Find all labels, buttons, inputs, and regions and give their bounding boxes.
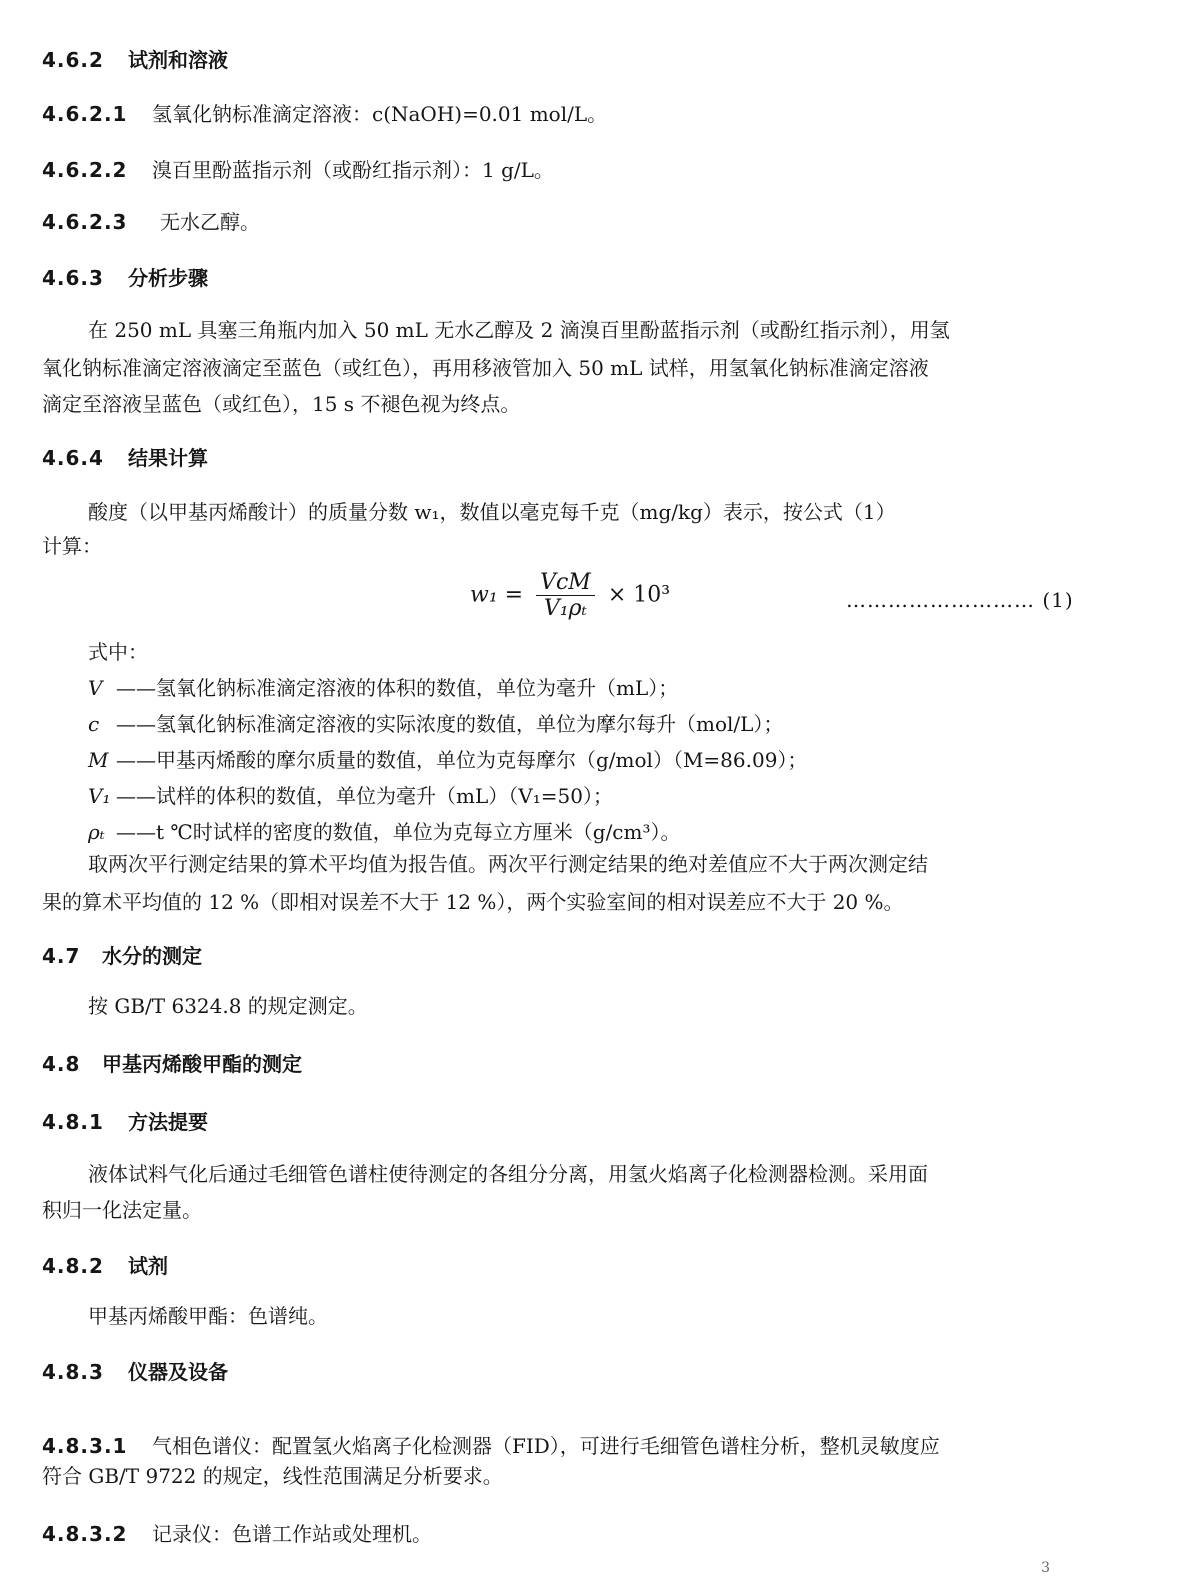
heading-4-6-2: 4.6.2 试剂和溶液	[42, 48, 228, 72]
formula-denominator: V₁ρₜ	[543, 596, 587, 621]
paragraph-4-8-2: 甲基丙烯酸甲酯：色谱纯。	[88, 1304, 328, 1328]
variable-c: c ——氢氧化钠标准滴定溶液的实际浓度的数值，单位为摩尔每升（mol/L）；	[88, 712, 784, 736]
where-label: 式中：	[88, 640, 148, 664]
formula-lhs: w₁ =	[470, 582, 524, 608]
paragraph-4-6-4-line-2: 计算：	[42, 534, 102, 558]
heading-4-6-3: 4.6.3 分析步骤	[42, 266, 208, 290]
item-4-6-2-2: 4.6.2.2 溴百里酚蓝指示剂（或酚红指示剂）：1 g/L。	[42, 158, 554, 182]
heading-4-6-4: 4.6.4 结果计算	[42, 446, 208, 470]
equation-number: ……………………… (1)	[846, 588, 1074, 612]
heading-4-7: 4.7 水分的测定	[42, 944, 202, 968]
variable-rho-t: ρₜ ——t ℃时试样的密度的数值，单位为克每立方厘米（g/cm³）。	[88, 820, 681, 844]
paragraph-4-6-3-line-1: 在 250 mL 具塞三角瓶内加入 50 mL 无水乙醇及 2 滴溴百里酚蓝指示剂（或酚红指示剂），用氢	[88, 318, 950, 342]
formula-1	[470, 570, 670, 621]
paragraph-4-8-1-line-2: 积归一化法定量。	[42, 1198, 202, 1222]
variable-V: V ——氢氧化钠标准滴定溶液的体积的数值，单位为毫升（mL）；	[88, 676, 679, 700]
variable-M: M ——甲基丙烯酸的摩尔质量的数值，单位为克每摩尔（g/mol）（M=86.09）；	[88, 748, 808, 772]
paragraph-4-6-3-line-2: 氧化钠标准滴定溶液滴定至蓝色（或红色），再用移液管加入 50 mL 试样，用氢氧化钠标准滴定溶液	[42, 356, 929, 380]
variable-V1: V₁ ——试样的体积的数值，单位为毫升（mL）（V₁=50）；	[88, 784, 613, 808]
page-number: 3	[1041, 1560, 1050, 1576]
heading-4-8-2: 4.8.2 试剂	[42, 1254, 168, 1278]
paragraph-4-6-3-line-3: 滴定至溶液呈蓝色（或红色），15 s 不褪色视为终点。	[42, 392, 521, 416]
formula-numerator: VcM	[536, 570, 595, 596]
paragraph-4-6-4-tail-1: 取两次平行测定结果的算术平均值为报告值。两次平行测定结果的绝对差值应不大于两次测定结	[88, 852, 928, 876]
paragraph-4-7: 按 GB/T 6324.8 的规定测定。	[88, 994, 368, 1018]
item-4-6-2-1: 4.6.2.1 氢氧化钠标准滴定溶液：c(NaOH)=0.01 mol/L。	[42, 102, 608, 126]
paragraph-4-6-4-line-1: 酸度（以甲基丙烯酸计）的质量分数 w₁，数值以毫克每千克（mg/kg）表示，按公式（1）	[88, 500, 896, 524]
item-4-6-2-3: 4.6.2.3 无水乙醇。	[42, 210, 260, 234]
heading-4-8-1: 4.8.1 方法提要	[42, 1110, 208, 1134]
item-4-8-3-2: 4.8.3.2 记录仪：色谱工作站或处理机。	[42, 1522, 432, 1546]
formula-rhs: × 10³	[607, 582, 671, 608]
formula-fraction	[536, 570, 595, 621]
item-4-8-3-1-line-2: 符合 GB/T 9722 的规定，线性范围满足分析要求。	[42, 1464, 503, 1488]
paragraph-4-6-4-tail-2: 果的算术平均值的 12 %（即相对误差不大于 12 %），两个实验室间的相对误差应不大于 20 %。	[42, 890, 904, 914]
heading-4-8: 4.8 甲基丙烯酸甲酯的测定	[42, 1052, 302, 1076]
heading-4-8-3: 4.8.3 仪器及设备	[42, 1360, 228, 1384]
item-4-8-3-1: 4.8.3.1 气相色谱仪：配置氢火焰离子化检测器（FID），可进行毛细管色谱柱分析，整机灵敏度应	[42, 1434, 940, 1458]
paragraph-4-8-1-line-1: 液体试料气化后通过毛细管色谱柱使待测定的各组分分离，用氢火焰离子化检测器检测。采用面	[88, 1162, 928, 1186]
